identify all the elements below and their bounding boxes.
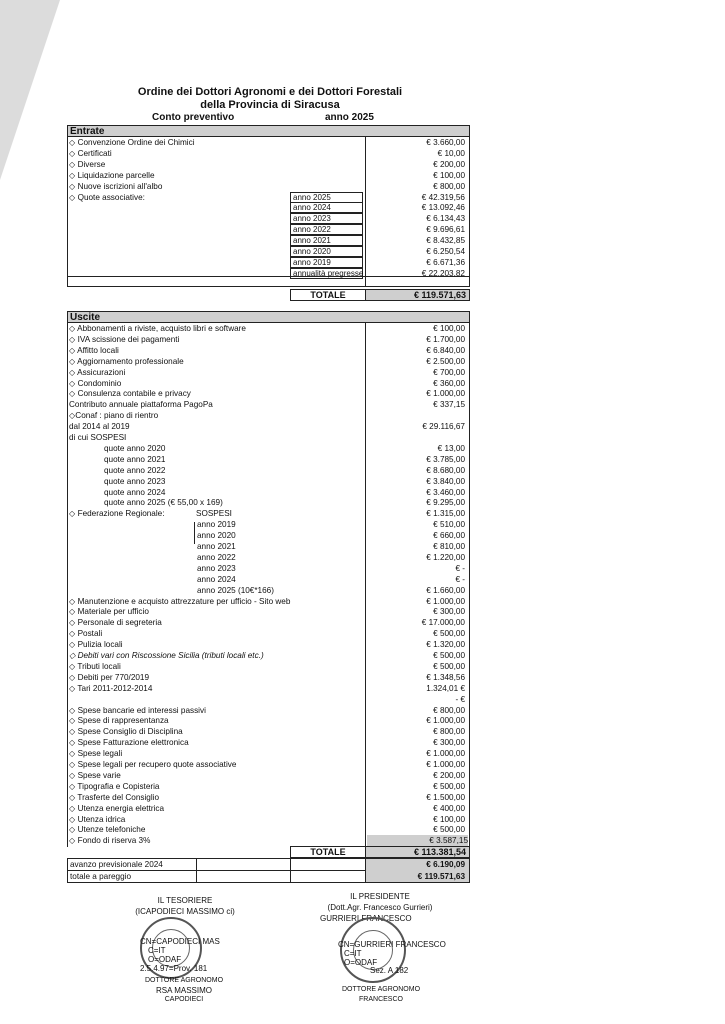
uscite-row-label: ◇ Condominio	[69, 378, 122, 388]
tesoriere-stamp-line-1: CN=CAPODIECI MAS	[140, 937, 220, 946]
entrate-total-value: € 119.571,63	[365, 289, 470, 301]
uscite-row-label: anno 2024	[197, 574, 236, 584]
uscite-row-amount: € 29.116,67	[422, 422, 465, 432]
uscite-row-label: ◇ Personale di segreteria	[69, 618, 162, 628]
uscite-row-label: quote anno 2022	[104, 465, 166, 475]
quote-year-amount: € 6.250,54	[426, 247, 465, 256]
avanzo-value: € 6.190,09	[426, 860, 465, 869]
entrate-row-label: ◇ Diverse	[69, 159, 106, 169]
uscite-row-label: ◇ Materiale per ufficio	[69, 607, 149, 617]
uscite-row-label: quote anno 2021	[104, 454, 166, 464]
uscite-row-label: ◇ Spese varie	[69, 770, 121, 780]
uscite-row-amount: € 1.000,00	[426, 389, 465, 399]
uscite-row-amount: € 1.315,00	[426, 509, 465, 519]
uscite-row-amount: € 700,00	[433, 367, 465, 377]
uscite-row-label: ◇ Aggiornamento professionale	[69, 356, 184, 366]
uscite-row-extra: SOSPESI	[196, 509, 232, 519]
entrate-total-label: TOTALE	[290, 289, 366, 301]
uscite-row-amount: € -	[455, 563, 465, 573]
quote-year-label: anno 2024	[290, 202, 363, 213]
uscite-row-label: ◇ Debiti vari con Riscossione Sicilia (tributi locali etc.)	[69, 651, 264, 660]
uscite-row-label: Contributo annuale piattaforma PagoPa	[69, 400, 213, 410]
uscite-row-amount: € 13,00	[437, 443, 465, 453]
tesoriere-name: (ICAPODIECI MASSIMO ci)	[135, 907, 235, 916]
presidente-caption-2: FRANCESCO	[359, 996, 403, 1003]
scan-page-fold	[0, 0, 60, 180]
uscite-row-label: anno 2020	[197, 531, 236, 541]
uscite-row-amount: 1.324,01 €	[426, 683, 465, 693]
title-line-2: della Provincia di Siracusa	[200, 99, 340, 111]
uscite-row-label: dal 2014 al 2019	[69, 422, 130, 432]
uscite-row-amount: - €	[455, 694, 465, 704]
uscite-row-label: ◇ Spese legali per recupero quote associative	[69, 760, 237, 769]
uscite-row-amount: € 8.680,00	[426, 465, 465, 475]
uscite-row-label: ◇ Federazione Regionale:	[69, 509, 165, 519]
uscite-row-amount: € 6.840,00	[426, 345, 465, 355]
uscite-row-amount: € 800,00	[433, 705, 465, 715]
quote-year-label: anno 2021	[290, 235, 363, 246]
uscite-row-label: ◇ Tributi locali	[69, 661, 121, 671]
uscite-row-amount: € 1.500,00	[426, 792, 465, 802]
tesoriere-stamp-line-4: 2.5.4.97=Prov. 181	[140, 964, 208, 973]
entrate-row-amount: € 200,00	[433, 159, 465, 169]
quote-year-amount: € 42.319,56	[421, 192, 465, 202]
uscite-row-label: ◇ Postali	[69, 629, 103, 639]
uscite-row-label: quote anno 2024	[104, 487, 166, 497]
pareggio-label: totale a pareggio	[70, 872, 131, 881]
tesoriere-stamp-line-3: O=ODAF	[148, 955, 182, 964]
quote-year-amount: € 13.092,46	[421, 203, 465, 213]
quote-year-label: anno 2020	[290, 246, 363, 257]
uscite-row-label: quote anno 2023	[104, 476, 166, 486]
quote-year-label: anno 2019	[290, 257, 363, 268]
uscite-row-label: ◇ Spese bancarie ed interessi passivi	[69, 705, 206, 715]
uscite-row-amount: € 500,00	[433, 781, 465, 791]
uscite-row-label: quote anno 2020	[104, 443, 166, 453]
quote-year-label: anno 2023	[290, 213, 363, 224]
uscite-row-label: ◇ Spese legali	[69, 749, 123, 759]
presidente-caption-1: DOTTORE AGRONOMO	[341, 986, 421, 993]
uscite-row-amount: € 500,00	[433, 661, 465, 671]
uscite-row-label: ◇Conaf : piano di rientro	[69, 411, 159, 421]
uscite-row-label: quote anno 2025 (€ 55,00 x 169)	[104, 498, 223, 508]
uscite-row-label: ◇ Consulenza contabile e privacy	[69, 389, 191, 399]
pareggio-value: € 119.571,63	[417, 872, 465, 881]
uscite-row-label: anno 2022	[197, 552, 236, 562]
uscite-row-amount: € 3.785,00	[426, 454, 465, 464]
quote-year-amount: € 8.432,85	[426, 236, 465, 246]
entrate-row-label: ◇ Nuove iscrizioni all'albo	[69, 181, 163, 191]
uscite-row-label: anno 2021	[197, 542, 236, 551]
uscite-row-label: ◇ Tipografia e Copisteria	[69, 781, 160, 791]
entrate-row-label: ◇ Liquidazione parcelle	[69, 170, 155, 180]
uscite-row-amount: € 800,00	[433, 727, 465, 737]
presidente-stamp-line-4: Sez. A 182	[370, 966, 409, 975]
uscite-row-amount: € 810,00	[433, 542, 465, 551]
uscite-row-label: anno 2023	[197, 563, 236, 573]
uscite-row-amount: € 1.220,00	[426, 552, 465, 562]
uscite-row-label: ◇ Utenza energia elettrica	[69, 803, 165, 813]
presidente-stamp-line-3: O=ODAF	[344, 958, 378, 967]
tesoriere-role: IL TESORIERE	[157, 896, 213, 905]
uscite-row-amount: € 337,15	[433, 400, 465, 410]
subtitle: Conto preventivo	[152, 112, 235, 123]
uscite-row-amount: € 1.000,00	[426, 716, 465, 726]
uscite-row-amount: € 1.348,56	[426, 672, 465, 682]
uscite-row-label: ◇ Spese Consiglio di Disciplina	[69, 727, 183, 737]
uscite-row-label: anno 2025 (10€*166)	[197, 585, 274, 595]
year-label: anno 2025	[325, 112, 374, 123]
uscite-row-label: di cui SOSPESI	[69, 433, 127, 442]
quote-year-amount: € 6.134,43	[426, 214, 465, 224]
uscite-row-amount: € 300,00	[433, 738, 465, 748]
uscite-row-amount: € 200,00	[433, 770, 465, 780]
uscite-row-amount: € 500,00	[433, 825, 465, 835]
uscite-row-amount: € 1.000,00	[426, 596, 465, 606]
uscite-row-label: ◇ Spese Fatturazione elettronica	[69, 738, 189, 748]
entrate-row-label: ◇ Certificati	[69, 148, 112, 158]
uscite-row-amount: € 9.295,00	[426, 498, 465, 508]
entrate-row-label: ◇ Convenzione Ordine dei Chimici	[69, 138, 195, 147]
presidente-name: (Dott.Agr. Francesco Gurrieri)	[327, 903, 433, 912]
entrate-row-amount: € 10,00	[437, 148, 465, 158]
uscite-row-label: ◇ Pulizia locali	[69, 640, 123, 650]
uscite-row-amount: € 3.460,00	[426, 487, 465, 497]
presidente-stamp-line-2: C=IT	[344, 949, 362, 958]
uscite-row-label: ◇ Debiti per 770/2019	[69, 672, 150, 682]
uscite-row-amount: € 1.660,00	[426, 585, 465, 595]
uscite-row-label: ◇ Fondo di riserva 3%	[69, 836, 151, 846]
avanzo-label: avanzo previsionale 2024	[70, 860, 163, 869]
uscite-row-label: ◇ Utenza idrica	[69, 814, 126, 824]
uscite-row-label: ◇ Utenze telefoniche	[69, 825, 146, 835]
quote-year-amount: € 6.671,36	[426, 257, 465, 267]
uscite-row-amount: € 1.000,00	[426, 749, 465, 759]
uscite-row-amount: € -	[455, 574, 465, 584]
uscite-row-label: ◇ Tari 2011-2012-2014	[69, 683, 153, 693]
uscite-row-amount: € 500,00	[433, 629, 465, 639]
tesoriere-caption-3: CAPODIECI	[164, 996, 204, 1003]
uscite-total-value: € 113.381,54	[365, 846, 470, 858]
quote-year-amount: € 22.203,82	[421, 268, 465, 278]
quote-associative-label: ◇ Quote associative:	[69, 192, 145, 202]
entrate-row-amount: € 3.660,00	[426, 138, 465, 147]
tesoriere-caption-2: RSA MASSIMO	[155, 986, 212, 995]
uscite-row-amount: € 400,00	[433, 803, 465, 813]
tesoriere-stamp-line-2: C=IT	[148, 946, 166, 955]
uscite-row-label: ◇ Trasferte del Consiglio	[69, 792, 160, 802]
uscite-row-amount: € 3.840,00	[426, 476, 465, 486]
uscite-row-amount: € 3.587,15	[367, 835, 468, 846]
uscite-row-amount: € 1.000,00	[426, 760, 465, 769]
uscite-row-amount: € 2.500,00	[426, 356, 465, 366]
uscite-row-amount: € 500,00	[433, 651, 465, 660]
uscite-row-amount: € 17.000,00	[421, 618, 465, 628]
presidente-sig-name: GURRIERI FRANCESCO	[320, 914, 412, 923]
uscite-row-label: ◇ Affitto locali	[69, 345, 119, 355]
presidente-role: IL PRESIDENTE	[350, 892, 410, 901]
quote-year-amount: € 9.696,61	[426, 225, 465, 235]
uscite-row-amount: € 510,00	[433, 520, 465, 530]
tesoriere-caption-1: DOTTORE AGRONOMO	[144, 977, 224, 984]
quote-year-label: annualità pregresse	[290, 268, 363, 279]
quote-year-label: anno 2025	[290, 192, 363, 203]
uscite-header: Uscite	[67, 311, 470, 323]
uscite-row-label: ◇ IVA scissione dei pagamenti	[69, 334, 180, 344]
uscite-row-label: ◇ Spese di rappresentanza	[69, 716, 169, 726]
entrate-header: Entrate	[67, 125, 470, 137]
uscite-row-label: ◇ Manutenzione e acquisto attrezzature per ufficio - Sito web	[69, 596, 291, 606]
uscite-row-label: ◇ Assicurazioni	[69, 367, 126, 377]
uscite-row-amount: € 1.320,00	[426, 640, 465, 650]
uscite-row-amount: € 100,00	[433, 814, 465, 824]
presidente-stamp-line-1: CN=GURRIERI FRANCESCO	[338, 940, 446, 949]
entrate-row-amount: € 800,00	[433, 181, 465, 191]
uscite-row-amount: € 360,00	[433, 378, 465, 388]
title-line-1: Ordine dei Dottori Agronomi e dei Dottori Forestali	[137, 86, 403, 98]
quote-year-label: anno 2022	[290, 224, 363, 235]
uscite-total-label: TOTALE	[290, 846, 366, 858]
uscite-row-amount: € 300,00	[433, 607, 465, 617]
uscite-row-amount: € 1.700,00	[426, 334, 465, 344]
uscite-row-amount: € 100,00	[433, 324, 465, 333]
uscite-row-amount: € 660,00	[433, 531, 465, 541]
uscite-row-label: ◇ Abbonamenti a riviste, acquisto libri e software	[69, 324, 246, 333]
uscite-row-label: anno 2019	[197, 520, 236, 530]
entrate-row-amount: € 100,00	[433, 170, 465, 180]
